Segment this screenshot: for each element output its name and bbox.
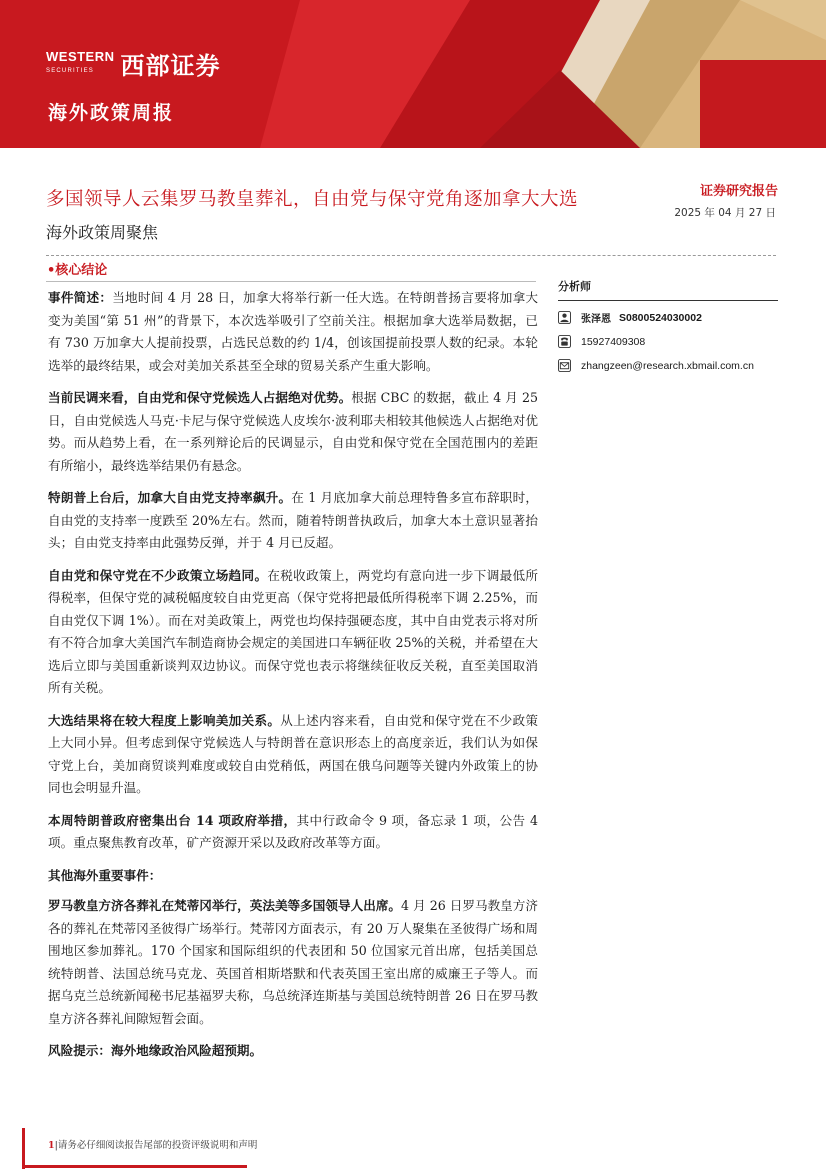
paragraph-lead: 罗马教皇方济各葬礼在梵蒂冈举行，英法美等多国领导人出席。 [48, 898, 402, 913]
main-content [48, 287, 538, 1071]
risk-warning [48, 1040, 538, 1063]
paragraph [48, 487, 538, 555]
paragraph-lead: 事件简述： [48, 290, 113, 305]
company-logo [46, 46, 221, 81]
analyst-name: 张泽恩 [581, 314, 611, 325]
report-type: 证券研究报告 [699, 184, 778, 199]
paragraph-text: 从上述内容来看，自由党和保守党在不少政策上大同小异。但考虑到保守党候选人与特朗普在意识形态上的高度亲近，我们认为如保守党上台，美加商贸谈判难度或较自由党稍低，两国在俄乌问题等关键内外政策上的协同也会明显升温。 [48, 712, 539, 795]
paragraph-lead: 风险提示：海外地缘政治风险超预期。 [48, 1043, 263, 1058]
analyst-name-row [558, 310, 778, 325]
paragraph-lead: 特朗普上台后，加拿大自由党支持率飙升。 [48, 490, 292, 505]
paragraph [48, 565, 538, 700]
footer-corner-horizontal [22, 1165, 247, 1168]
report-date: 2025 年 04 月 27 日 [674, 207, 776, 219]
analyst-license: S0800524030002 [619, 311, 702, 324]
paragraph-text: 4 月 26 日罗马教皇方济各的葬礼在梵蒂冈圣彼得广场举行。梵蒂冈方面表示，有 20 万人聚集在圣彼得广场和周围地区参加葬礼。170 个国家和国际组织的代表团和 50 位国家元首出席，包括美国总统特朗普、法国总统马克龙、英国首相斯塔默和代表英国王室出席的威廉王子等人。而据乌克兰总统新闻秘书尼基福罗夫称，乌总统泽连斯基与美国总统特朗普 26 日在罗马教皇方济各葬礼间隙短暂会面。 [48, 898, 539, 1026]
logo-en-main: WESTERN [46, 48, 115, 64]
paragraph [48, 895, 538, 1030]
section-heading: •核心结论 [47, 263, 108, 278]
analyst-email-row [558, 358, 778, 373]
page-number: 1 [48, 1140, 55, 1151]
analyst-phone: 15927409308 [581, 335, 646, 348]
logo-en-sub: SECURITIES [46, 67, 95, 74]
footer-disclaimer: |请务必仔细阅读报告尾部的投资评级说明和声明 [54, 1140, 258, 1151]
phone-icon [558, 335, 571, 348]
paragraph-text: 其中行政命令 9 项，备忘录 1 项，公告 4 项。重点聚焦教育改革，矿产资源开采以及政府改革等方面。 [48, 812, 538, 850]
page-footer [48, 1137, 257, 1151]
paragraph-text: 在税收政策上，两党均有意向进一步下调最低所得税率，但保守党的减税幅度较自由党更高（保守党将把最低所得税率下调 2.25%，而自由党仅下调 1%）。而在对美政策上，两党也均保持强硬态度，其中自由党表示将对所有不符合加拿大美国汽车制造商协会规定的美国进口车辆征收 25%的关税，并希望在大选后立即与美国重新谈判双边协议。而保守党也表示将继续征收反关税，直至美国取消所有关税。 [48, 567, 539, 695]
paragraph-lead: 其他海外重要事件： [48, 867, 162, 883]
paragraph-text: 在 1 月底加拿大前总理特鲁多宣布辞职时，自由党的支持率一度跌至 20%左右。然而，随着特朗普执政后，加拿大本土意识显著抬头；自由党支持率由此强势反弹，并于 4 月已反超。 [48, 490, 538, 550]
paragraph [48, 287, 538, 377]
paragraph [48, 710, 538, 800]
analyst-email[interactable]: zhangzeen@research.xbmail.com.cn [581, 359, 754, 372]
email-icon [558, 359, 571, 372]
paragraph [48, 810, 538, 855]
section-divider [46, 255, 776, 256]
analyst-phone-row [558, 334, 778, 349]
person-icon [558, 311, 571, 324]
subheading-other-events [48, 865, 538, 888]
paragraph-lead: 自由党和保守党在不少政策立场趋同。 [48, 567, 268, 583]
paragraph-lead: 本周特朗普政府密集出台 14 项政府举措， [48, 812, 297, 828]
series-title: 海外政策周报 [48, 102, 175, 124]
footer-corner-vertical [22, 1128, 25, 1169]
logo-cn: 西部证券 [120, 52, 221, 80]
analyst-panel [558, 278, 778, 373]
report-title: 多国领导人云集罗马教皇葬礼，自由党与保守党角逐加拿大大选 [46, 189, 579, 210]
paragraph [48, 387, 538, 477]
section-underline [46, 281, 536, 282]
paragraph-lead: 大选结果将在较大程度上影响美加关系。 [48, 712, 281, 728]
report-subtitle: 海外政策周聚焦 [46, 223, 159, 242]
paragraph-text: 当地时间 4 月 28 日，加拿大将举行新一任大选。在特朗普扬言要将加拿大变为美国“第 51 州”的背景下，本次选举吸引了空前关注。根据加拿大选举局数据，已有 730 万加拿大人提前投票，占选民总数的约 1/4，创该国提前投票人数的纪录。本轮选举的最终结果，或会对美加关系甚至全球的贸易关系产生重大影响。 [48, 290, 539, 373]
paragraph-lead: 当前民调来看，自由党和保守党候选人占据绝对优势。 [48, 390, 352, 405]
paragraph-text: 根据 CBC 的数据，截止 4 月 25 日，自由党候选人马克·卡尼与保守党候选人皮埃尔·波利耶夫相较其他候选人占据绝对优势。而从趋势上看，在一系列辩论后的民调显示，自由党和保守党在全国范围内的差距有所缩小，最终选举结果仍有悬念。 [48, 390, 538, 473]
header-banner [0, 0, 826, 148]
analyst-heading: 分析师 [558, 278, 778, 301]
